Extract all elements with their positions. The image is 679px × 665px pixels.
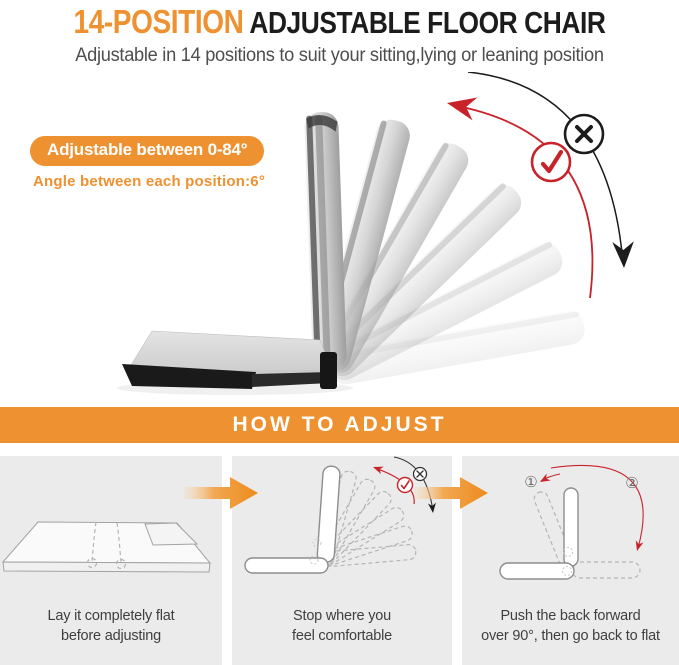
- header: [0, 0, 679, 67]
- step-3-panel: [462, 456, 679, 665]
- how-to-adjust-banner: HOW TO ADJUST: [0, 407, 679, 443]
- angle-step-note: Angle between each position:6°: [33, 173, 266, 190]
- step-1-caption: Lay it completely flat before adjusting: [47, 608, 175, 644]
- hinge-buckle: [320, 352, 337, 389]
- red-arrow-step1: [538, 474, 560, 486]
- floor-chair-illustration: [0, 72, 679, 405]
- title-highlight: 14-POSITION: [73, 3, 244, 40]
- adjustable-range-badge: Adjustable between 0-84°: [30, 136, 264, 166]
- check-icon: [532, 143, 570, 181]
- marker-1: ①: [524, 473, 538, 491]
- orange-arrow-icon: [414, 474, 490, 512]
- fold-flat-drawing: [462, 456, 679, 606]
- strap-pocket: [145, 523, 197, 545]
- step-3-caption: Push the back forward over 90°, then go back to flat: [481, 608, 660, 644]
- chair-backrest-upright: [304, 112, 347, 371]
- hero-section: [0, 72, 679, 405]
- steps-section: [0, 443, 679, 665]
- check-icon-small: [398, 478, 413, 493]
- step-2-caption: Stop where you feel comfortable: [292, 608, 392, 644]
- subtitle: Adjustable in 14 positions to suit your sitting,lying or leaning position: [75, 45, 604, 66]
- title-rest: ADJUSTABLE FLOOR CHAIR: [249, 5, 606, 40]
- orange-arrow-icon: [184, 474, 260, 512]
- page-title: [51, 3, 628, 41]
- marker-2: ②: [625, 474, 639, 492]
- cross-icon: [565, 115, 603, 153]
- chair-seat: [122, 331, 337, 389]
